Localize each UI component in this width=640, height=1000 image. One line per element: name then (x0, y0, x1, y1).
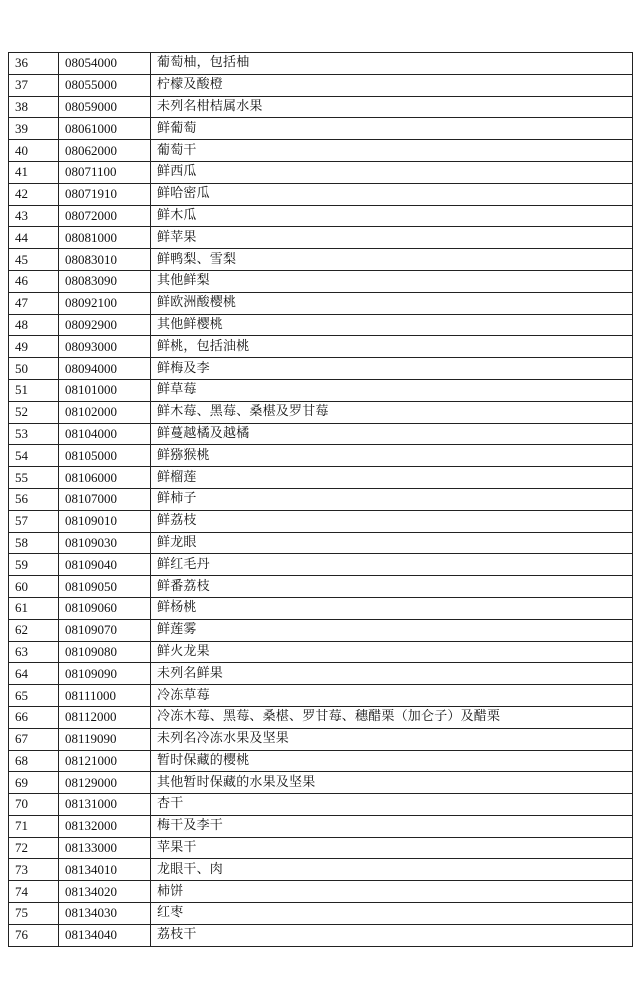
commodity-code-cell: 08094000 (59, 358, 151, 380)
row-number-cell: 47 (9, 292, 59, 314)
product-name-cell: 鲜莲雾 (151, 619, 633, 641)
row-number-cell: 57 (9, 510, 59, 532)
row-number-cell: 48 (9, 314, 59, 336)
product-name-cell: 鲜猕猴桃 (151, 445, 633, 467)
product-name-cell: 鲜木瓜 (151, 205, 633, 227)
row-number-cell: 61 (9, 597, 59, 619)
row-number-cell: 65 (9, 685, 59, 707)
table-row (9, 576, 633, 598)
table-row (9, 379, 633, 401)
table-row (9, 292, 633, 314)
commodity-code-cell: 08104000 (59, 423, 151, 445)
table-row (9, 270, 633, 292)
product-name-cell: 柿饼 (151, 881, 633, 903)
commodity-code-cell: 08109060 (59, 597, 151, 619)
row-number-cell: 36 (9, 53, 59, 75)
table-row (9, 336, 633, 358)
row-number-cell: 60 (9, 576, 59, 598)
product-name-cell: 冷冻木莓、黑莓、桑椹、罗甘莓、穗醋栗（加仑子）及醋栗 (151, 706, 633, 728)
table-row (9, 728, 633, 750)
row-number-cell: 49 (9, 336, 59, 358)
row-number-cell: 58 (9, 532, 59, 554)
table-row (9, 663, 633, 685)
commodity-code-cell: 08054000 (59, 53, 151, 75)
commodity-code-cell: 08083010 (59, 249, 151, 271)
product-name-cell: 鲜龙眼 (151, 532, 633, 554)
product-name-cell: 鲜苹果 (151, 227, 633, 249)
table-row (9, 510, 633, 532)
commodity-code-cell: 08062000 (59, 140, 151, 162)
table-body (9, 53, 633, 947)
table-row (9, 554, 633, 576)
commodity-code-cell: 08107000 (59, 488, 151, 510)
row-number-cell: 75 (9, 903, 59, 925)
table-row (9, 924, 633, 946)
product-name-cell: 鲜荔枝 (151, 510, 633, 532)
commodity-code-cell: 08109040 (59, 554, 151, 576)
commodity-code-cell: 08134040 (59, 924, 151, 946)
commodity-code-cell: 08071910 (59, 183, 151, 205)
row-number-cell: 67 (9, 728, 59, 750)
commodity-code-cell: 08109080 (59, 641, 151, 663)
row-number-cell: 76 (9, 924, 59, 946)
product-name-cell: 鲜欧洲酸樱桃 (151, 292, 633, 314)
product-name-cell: 鲜柿子 (151, 488, 633, 510)
product-name-cell: 暂时保藏的樱桃 (151, 750, 633, 772)
commodity-code-cell: 08061000 (59, 118, 151, 140)
commodity-code-cell: 08093000 (59, 336, 151, 358)
table-row (9, 903, 633, 925)
row-number-cell: 64 (9, 663, 59, 685)
row-number-cell: 54 (9, 445, 59, 467)
product-name-cell: 鲜红毛丹 (151, 554, 633, 576)
row-number-cell: 71 (9, 815, 59, 837)
row-number-cell: 62 (9, 619, 59, 641)
table-row (9, 445, 633, 467)
row-number-cell: 74 (9, 881, 59, 903)
product-name-cell: 荔枝干 (151, 924, 633, 946)
row-number-cell: 45 (9, 249, 59, 271)
product-name-cell: 鲜梅及李 (151, 358, 633, 380)
product-name-cell: 鲜杨桃 (151, 597, 633, 619)
product-name-cell: 鲜桃，包括油桃 (151, 336, 633, 358)
table-row (9, 641, 633, 663)
product-name-cell: 其他暂时保藏的水果及坚果 (151, 772, 633, 794)
table-row (9, 772, 633, 794)
table-row (9, 183, 633, 205)
product-name-cell: 梅干及李干 (151, 815, 633, 837)
commodity-code-cell: 08133000 (59, 837, 151, 859)
table-row (9, 881, 633, 903)
product-name-cell: 鲜哈密瓜 (151, 183, 633, 205)
row-number-cell: 69 (9, 772, 59, 794)
table-row (9, 401, 633, 423)
row-number-cell: 59 (9, 554, 59, 576)
product-name-cell: 杏干 (151, 794, 633, 816)
table-row (9, 859, 633, 881)
row-number-cell: 63 (9, 641, 59, 663)
table-row (9, 96, 633, 118)
row-number-cell: 72 (9, 837, 59, 859)
product-name-cell: 柠檬及酸橙 (151, 74, 633, 96)
row-number-cell: 37 (9, 74, 59, 96)
product-name-cell: 鲜榴莲 (151, 467, 633, 489)
product-name-cell: 其他鲜樱桃 (151, 314, 633, 336)
row-number-cell: 68 (9, 750, 59, 772)
product-name-cell: 鲜西瓜 (151, 161, 633, 183)
commodity-code-cell: 08119090 (59, 728, 151, 750)
row-number-cell: 66 (9, 706, 59, 728)
commodity-code-cell: 08134030 (59, 903, 151, 925)
row-number-cell: 56 (9, 488, 59, 510)
row-number-cell: 42 (9, 183, 59, 205)
commodity-code-cell: 08129000 (59, 772, 151, 794)
table-row (9, 358, 633, 380)
product-name-cell: 未列名柑桔属水果 (151, 96, 633, 118)
table-row (9, 597, 633, 619)
table-row (9, 53, 633, 75)
product-name-cell: 鲜木莓、黑莓、桑椹及罗甘莓 (151, 401, 633, 423)
table-row (9, 532, 633, 554)
row-number-cell: 46 (9, 270, 59, 292)
table-row (9, 314, 633, 336)
commodity-code-cell: 08071100 (59, 161, 151, 183)
commodity-code-cell: 08109030 (59, 532, 151, 554)
table-row (9, 423, 633, 445)
table-row (9, 837, 633, 859)
commodity-code-cell: 08055000 (59, 74, 151, 96)
table-row (9, 249, 633, 271)
commodity-code-cell: 08092100 (59, 292, 151, 314)
table-row (9, 118, 633, 140)
commodity-code-cell: 08083090 (59, 270, 151, 292)
commodity-code-cell: 08109010 (59, 510, 151, 532)
product-name-cell: 鲜蔓越橘及越橘 (151, 423, 633, 445)
row-number-cell: 73 (9, 859, 59, 881)
row-number-cell: 43 (9, 205, 59, 227)
commodity-code-cell: 08131000 (59, 794, 151, 816)
product-name-cell: 鲜草莓 (151, 379, 633, 401)
row-number-cell: 40 (9, 140, 59, 162)
product-name-cell: 龙眼干、肉 (151, 859, 633, 881)
commodity-code-cell: 08072000 (59, 205, 151, 227)
table-row (9, 161, 633, 183)
commodity-code-cell: 08111000 (59, 685, 151, 707)
row-number-cell: 52 (9, 401, 59, 423)
commodity-code-cell: 08134020 (59, 881, 151, 903)
table-row (9, 205, 633, 227)
row-number-cell: 70 (9, 794, 59, 816)
commodity-code-cell: 08132000 (59, 815, 151, 837)
table-row (9, 750, 633, 772)
row-number-cell: 44 (9, 227, 59, 249)
table-row (9, 706, 633, 728)
table-row (9, 619, 633, 641)
product-name-cell: 未列名鲜果 (151, 663, 633, 685)
commodity-code-cell: 08134010 (59, 859, 151, 881)
table-row (9, 140, 633, 162)
table-row (9, 815, 633, 837)
commodity-code-cell: 08121000 (59, 750, 151, 772)
commodity-code-cell: 08092900 (59, 314, 151, 336)
table-row (9, 74, 633, 96)
product-name-cell: 红枣 (151, 903, 633, 925)
product-name-cell: 其他鲜梨 (151, 270, 633, 292)
product-name-cell: 苹果干 (151, 837, 633, 859)
product-name-cell: 葡萄柚，包括柚 (151, 53, 633, 75)
commodity-code-cell: 08109050 (59, 576, 151, 598)
commodity-code-cell: 08112000 (59, 706, 151, 728)
commodity-code-cell: 08081000 (59, 227, 151, 249)
commodity-code-cell: 08109070 (59, 619, 151, 641)
row-number-cell: 38 (9, 96, 59, 118)
row-number-cell: 51 (9, 379, 59, 401)
commodity-code-cell: 08102000 (59, 401, 151, 423)
row-number-cell: 41 (9, 161, 59, 183)
product-name-cell: 鲜鸭梨、雪梨 (151, 249, 633, 271)
commodity-code-cell: 08105000 (59, 445, 151, 467)
product-name-cell: 鲜番荔枝 (151, 576, 633, 598)
table-row (9, 685, 633, 707)
commodity-code-cell: 08106000 (59, 467, 151, 489)
row-number-cell: 39 (9, 118, 59, 140)
table-row (9, 227, 633, 249)
commodity-code-cell: 08059000 (59, 96, 151, 118)
product-name-cell: 鲜火龙果 (151, 641, 633, 663)
product-name-cell: 葡萄干 (151, 140, 633, 162)
table-row (9, 794, 633, 816)
row-number-cell: 55 (9, 467, 59, 489)
table-row (9, 467, 633, 489)
commodity-code-cell: 08101000 (59, 379, 151, 401)
product-name-cell: 未列名冷冻水果及坚果 (151, 728, 633, 750)
product-name-cell: 鲜葡萄 (151, 118, 633, 140)
commodity-code-cell: 08109090 (59, 663, 151, 685)
product-table (8, 52, 633, 947)
row-number-cell: 50 (9, 358, 59, 380)
row-number-cell: 53 (9, 423, 59, 445)
product-name-cell: 冷冻草莓 (151, 685, 633, 707)
table-row (9, 488, 633, 510)
